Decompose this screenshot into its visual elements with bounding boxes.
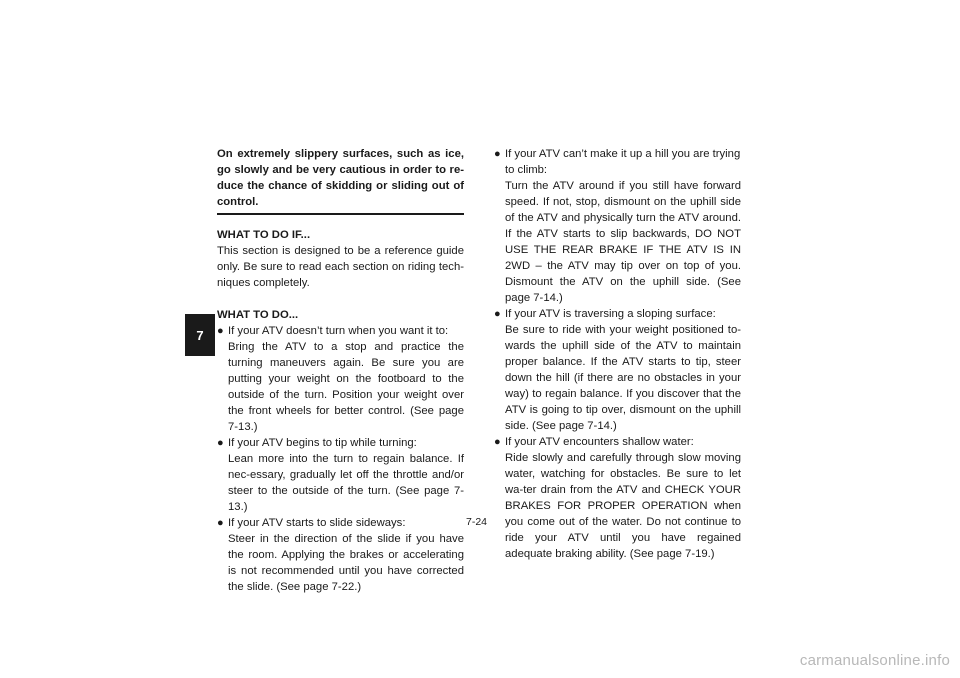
- bullet-icon: ●: [217, 437, 224, 449]
- item-title: If your ATV is traversing a sloping surface:: [505, 308, 716, 320]
- section-heading: WHAT TO DO IF...: [217, 229, 311, 241]
- item-body: Lean more into the turn to regain balance. If nec-essary, gradually let off the throttle and/or steer to the outside of the turn. (See page 7-13.): [228, 453, 464, 513]
- item-body: Steer in the direction of the slide if you have the room. Applying the brakes or accelerating is not recommended until you have corrected the slide. (See page 7-22.): [228, 533, 464, 593]
- warning-divider: [217, 213, 464, 215]
- item-title: If your ATV encounters shallow water:: [505, 436, 694, 448]
- list-item: [494, 306, 741, 434]
- bullet-icon: ●: [217, 325, 224, 337]
- item-title: If your ATV begins to tip while turning:: [228, 437, 417, 449]
- bullet-icon: ●: [217, 517, 224, 529]
- list-item: [494, 146, 741, 306]
- page-number: 7-24: [466, 516, 488, 528]
- bullet-icon: ●: [494, 436, 501, 448]
- item-body: Be sure to ride with your weight positioned to-wards the uphill side of the ATV to maintain proper balance. If the ATV starts to tip, steer down the hill (if there are no obstacles in your way) to regain balance. If you discover that the ATV is going to tip over, dismount on the uphill side. (See page 7-14.): [505, 324, 741, 432]
- right-column: [494, 146, 741, 562]
- item-title: If your ATV doesn’t turn when you want it to:: [228, 325, 449, 337]
- left-column: [217, 146, 464, 595]
- bullet-icon: ●: [494, 148, 501, 160]
- list-item: [494, 434, 741, 562]
- chapter-tab: 7: [185, 314, 215, 356]
- watermark: carmanualsonline.info: [799, 652, 950, 669]
- item-title: If your ATV can’t make it up a hill you are trying to climb:: [505, 148, 741, 176]
- left-bullet-list: [217, 323, 464, 595]
- warning-text: On extremely slippery surfaces, such as ice, go slowly and be very cautious in order to re-duce the chance of skidding or sliding out of control.: [217, 148, 464, 208]
- list-item: [217, 323, 464, 435]
- item-body: Bring the ATV to a stop and practice the turning maneuvers again. Be sure you are putting your weight on the footboard to the outside of the turn. Position your weight over the front wheels for better control. (See page 7-13.): [228, 341, 464, 433]
- list-item: [217, 435, 464, 515]
- bullet-icon: ●: [494, 308, 501, 320]
- right-bullet-list: [494, 146, 741, 562]
- list-item: [217, 515, 464, 595]
- item-body: Ride slowly and carefully through slow moving water, watching for obstacles. Be sure to let wa-ter drain from the ATV and CHECK YOUR BRAKES FOR PROPER OPERATION when you come out of the water. Do not continue to ride your ATV until you have regained adequate braking ability. (See page 7-19.): [505, 452, 741, 560]
- section-subheading: WHAT TO DO...: [217, 309, 299, 321]
- section-intro: This section is designed to be a reference guide only. Be sure to read each section on riding tech-niques completely.: [217, 245, 464, 289]
- item-body: Turn the ATV around if you still have forward speed. If not, stop, dismount on the uphill side of the ATV and physically turn the ATV around. If the ATV starts to slip backwards, DO NOT USE THE REAR BRAKE IF THE ATV IS IN 2WD – the ATV may tip over on top of you. Dismount the ATV on the uphill side. (See page 7-14.): [505, 180, 741, 304]
- item-title: If your ATV starts to slide sideways:: [228, 517, 406, 529]
